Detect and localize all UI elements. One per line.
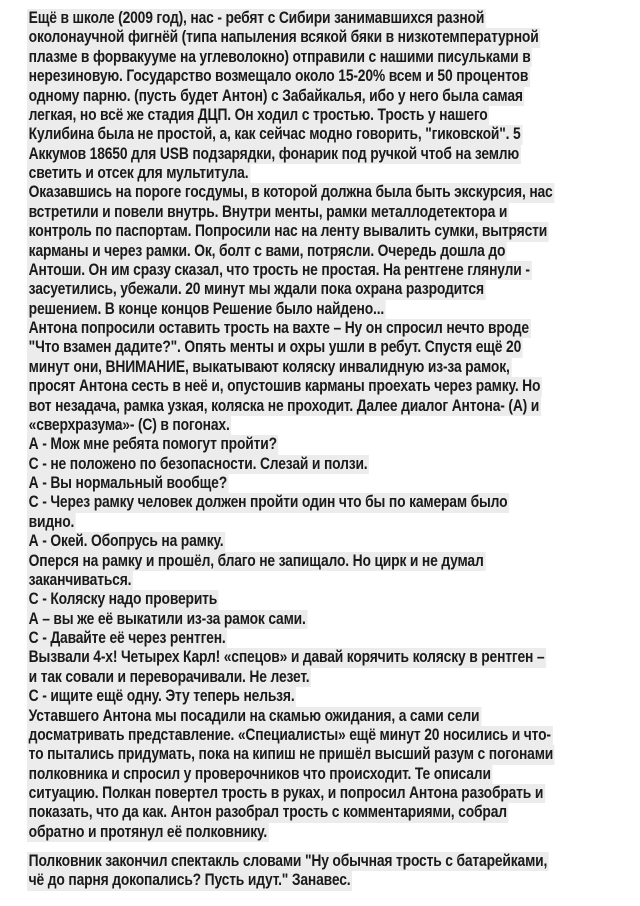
text-line-content: С - ищите ещё одну. Эту теперь нельзя. bbox=[28, 687, 295, 706]
text-line-content: С - не положено по безопасности. Слезай и ползи. bbox=[28, 454, 368, 473]
text-line-content: одному парню. (пусть будет Антон) с Забайкалья, ибо у него была самая bbox=[28, 86, 523, 105]
text-line-content: заканчиваться. bbox=[28, 570, 132, 589]
text-line-content: плазме в форвакууме на углеволокно) отправили с нашими писульками в bbox=[28, 47, 531, 66]
text-line-content: Вызвали 4-х! Четырех Карл! «спецов» и давай корячить коляску в рентген – bbox=[28, 648, 545, 667]
text-line-content: минут они, ВНИМАНИЕ, выкатывают коляску инвалидную из-за рамок, bbox=[28, 357, 510, 376]
text-line bbox=[27, 183, 640, 202]
text-line-content: Антоши. Он им сразу сказал, что трость не простая. На рентгене глянули - bbox=[28, 260, 530, 279]
text-line-content: Кулибина была не простой, а, как сейчас модно говорить, "гиковской". 5 bbox=[28, 125, 521, 144]
story-text bbox=[27, 9, 640, 842]
text-line-content: С - Коляску надо проверить bbox=[28, 590, 218, 609]
text-line-content: Аккумов 18650 для USB подзарядки, фонарик под ручкой чтоб на землю bbox=[28, 144, 520, 163]
text-line bbox=[27, 280, 640, 299]
text-line-content: Уставшего Антона мы посадили на скамью ожидания, а сами сели bbox=[28, 706, 480, 725]
text-line bbox=[27, 455, 640, 474]
text-line bbox=[27, 261, 640, 280]
text-line bbox=[27, 687, 640, 706]
text-line-content: «сверхразума»- (С) в погонах. bbox=[28, 415, 230, 434]
text-line bbox=[27, 532, 640, 551]
text-line bbox=[27, 358, 640, 377]
text-line bbox=[27, 707, 640, 726]
text-line bbox=[27, 590, 640, 609]
text-line bbox=[27, 513, 640, 532]
text-line bbox=[27, 145, 640, 164]
text-line bbox=[27, 726, 640, 745]
text-line-content: С - Через рамку человек должен пройти один что бы по камерам было bbox=[28, 493, 508, 512]
text-line bbox=[27, 67, 640, 86]
text-line bbox=[27, 300, 640, 319]
text-line bbox=[27, 823, 640, 842]
text-line-content: А – вы же её выкатили из-за рамок сами. bbox=[28, 609, 306, 628]
text-line bbox=[27, 87, 640, 106]
text-line-content: Антона попросили оставить трость на вахте – Ну он спросил нечто вроде bbox=[28, 319, 529, 337]
text-line bbox=[27, 668, 640, 687]
text-line bbox=[27, 629, 640, 648]
text-line-content: светить и отсек для мультитула. bbox=[28, 164, 249, 182]
text-line bbox=[27, 610, 640, 629]
text-line bbox=[27, 745, 640, 764]
text-line-content: "Что взамен дадите?". Опять менты и охры ушли в ребут. Спустя ещё 20 bbox=[28, 338, 522, 357]
text-line bbox=[27, 784, 640, 803]
text-line bbox=[27, 416, 640, 435]
text-line bbox=[27, 203, 640, 222]
text-line bbox=[27, 765, 640, 784]
text-line bbox=[27, 852, 640, 871]
text-line-content: и так совали и переворачивали. Не лезет. bbox=[28, 667, 310, 686]
text-line bbox=[27, 377, 640, 396]
text-line-content: просят Антона сесть в неё и, опустошив карманы проехать через рамку. Но bbox=[28, 377, 541, 396]
text-line-content: досматривать представление. «Специалисты» ещё минут 20 носились и что- bbox=[28, 725, 551, 744]
text-line bbox=[27, 435, 640, 454]
text-line-content: то пытались придумать, пока на кипиш не пришёл высший разум с погонами bbox=[28, 745, 554, 764]
text-line bbox=[27, 871, 640, 890]
text-line-content: полковника и спросил у проверочников что происходит. Те описали bbox=[28, 764, 491, 783]
text-line bbox=[27, 164, 640, 183]
text-line-content: Оперся на рамку и прошёл, благо не запищало. Но цирк и не думал bbox=[28, 551, 484, 570]
story-ending bbox=[27, 852, 640, 891]
text-line bbox=[27, 48, 640, 67]
text-line-content: карманы и через рамки. Ок, болт с вами, потрясли. Очередь дошла до bbox=[28, 241, 506, 260]
text-line bbox=[27, 648, 640, 667]
text-line bbox=[27, 125, 640, 144]
text-line bbox=[27, 397, 640, 416]
text-line bbox=[27, 338, 640, 357]
text-line bbox=[27, 803, 640, 822]
text-line bbox=[27, 319, 640, 338]
text-line-content: А - Вы нормальный вообще? bbox=[28, 474, 228, 492]
text-line-content: А - Окей. Обопрусь на рамку. bbox=[28, 532, 224, 551]
text-line-content: нерезиновую. Государство возмещало около 15-20% всем и 50 процентов bbox=[28, 67, 529, 86]
text-line bbox=[27, 493, 640, 512]
text-line bbox=[27, 552, 640, 571]
text-line-content: Оказавшись на пороге госдумы, в которой должна была быть экскурсия, нас bbox=[28, 183, 553, 202]
text-line-content: контроль по паспортам. Попросили нас на ленту вывалить сумки, вытрясти bbox=[28, 222, 548, 241]
text-line-content: околонаучной фигнёй (типа напыления всякой бяки в низкотемпературной bbox=[28, 28, 539, 47]
text-line-content: Ещё в школе (2009 год), нас - ребят с Сибири занимавшихся разной bbox=[28, 9, 485, 27]
text-line bbox=[27, 571, 640, 590]
text-line bbox=[27, 242, 640, 261]
text-line-content: решением. В конце концов Решение было найдено... bbox=[28, 299, 385, 318]
text-line-content: легкая, но всё же стадия ДЦП. Он ходил с тростью. Трость у нашего bbox=[28, 105, 488, 124]
text-line-content: встретили и повели внутрь. Внутри менты, рамки металлодетектора и bbox=[28, 202, 508, 221]
text-line-content: видно. bbox=[28, 512, 75, 531]
text-line bbox=[27, 9, 640, 28]
text-line-content: А - Мож мне ребята помогут пройти? bbox=[28, 435, 277, 454]
text-line-content: чё до парня докопались? Пусть идут." Занавес. bbox=[28, 871, 351, 890]
text-line bbox=[27, 222, 640, 241]
text-line bbox=[27, 28, 640, 47]
text-line bbox=[27, 106, 640, 125]
text-line-content: засуетились, убежали. 20 минут мы ждали пока охрана разродится bbox=[28, 280, 484, 299]
text-line-content: обратно и протянул её полковнику. bbox=[28, 822, 268, 841]
text-line-content: Полковник закончил спектакль словами "Ну обычная трость с батарейками, bbox=[28, 852, 548, 870]
text-line-content: С - Давайте её через рентген. bbox=[28, 629, 226, 647]
text-line-content: ситуацию. Полкан повертел трость в руках, и попросил Антона разобрать и bbox=[28, 784, 544, 802]
text-line bbox=[27, 474, 640, 493]
text-line-content: показать, что да как. Антон разобрал трость с комментариями, собрал bbox=[28, 803, 507, 822]
text-line-content: вот незадача, рамка узкая, коляска не проходит. Далее диалог Антона- (А) и bbox=[28, 396, 540, 415]
